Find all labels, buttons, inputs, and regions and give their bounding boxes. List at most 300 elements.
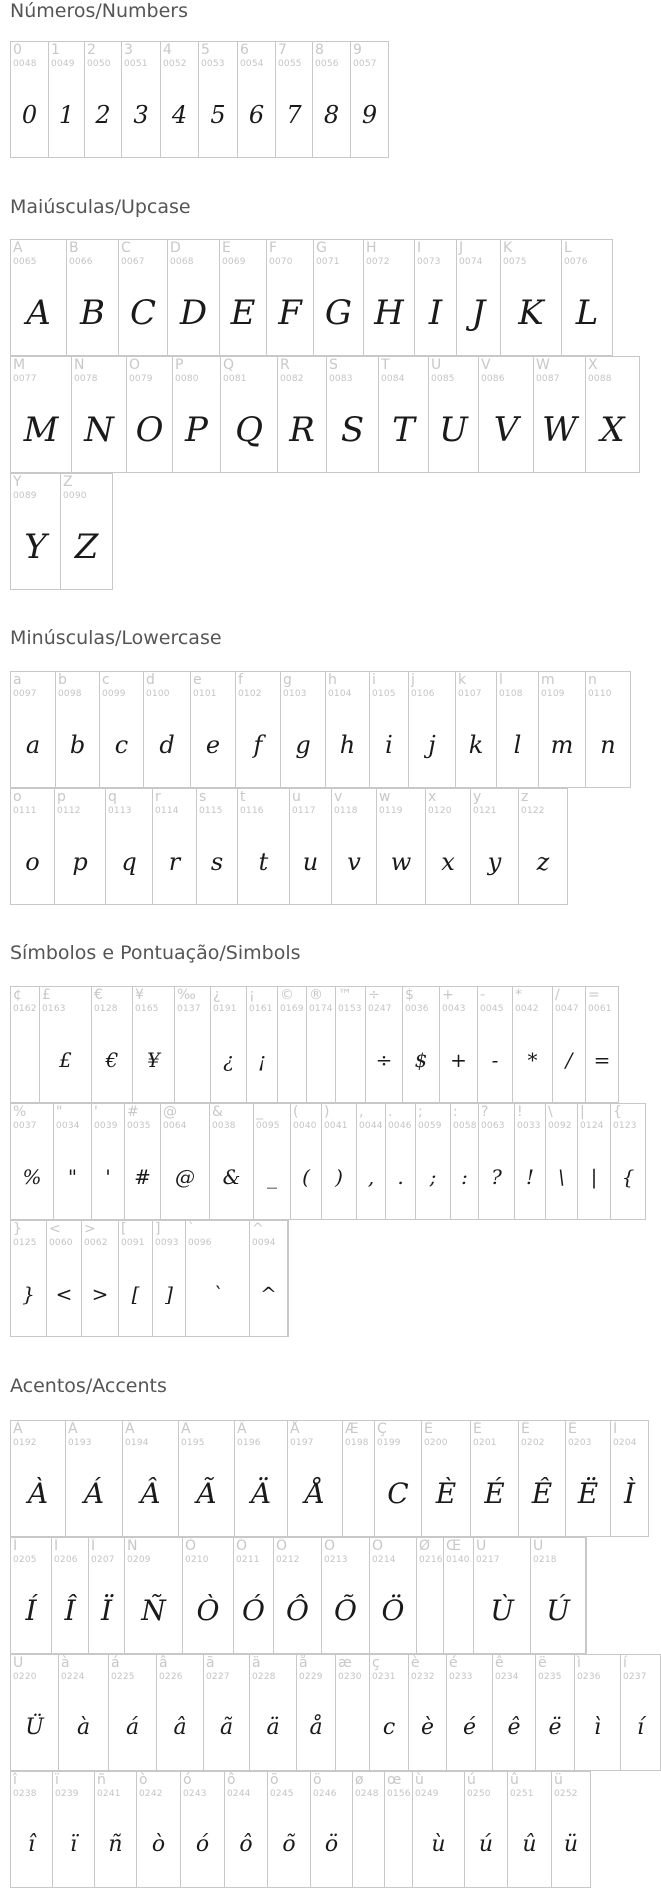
glyph-code-label: 0034	[56, 1121, 80, 1131]
glyph-cell	[321, 1103, 357, 1220]
glyph-code-label: 0226	[159, 1672, 183, 1682]
glyph-character-label: ,	[359, 1104, 364, 1120]
glyph-cell	[369, 1654, 409, 1771]
glyph-cell	[209, 1103, 254, 1220]
glyph-character-label: £	[42, 987, 51, 1003]
glyph-cell	[136, 1771, 181, 1888]
glyph-character-label: è	[411, 1655, 420, 1671]
glyph-sample: p	[72, 847, 88, 876]
glyph-cell	[439, 986, 478, 1103]
glyph-cell	[446, 1654, 493, 1771]
glyph-sample: Ê	[531, 1476, 553, 1510]
glyph-code-label: 0192	[13, 1438, 37, 1448]
glyph-cell	[234, 1420, 288, 1537]
glyph-character-label: 7	[278, 42, 287, 58]
glyph-character-label: R	[280, 357, 290, 373]
glyph-sample: Ò	[196, 1593, 220, 1627]
glyph-code-label: 0044	[359, 1121, 383, 1131]
glyph-character-label: 0	[13, 42, 22, 58]
glyph-cell	[313, 239, 364, 356]
glyph-character-label: ô	[227, 1772, 236, 1788]
glyph-code-label: 0106	[411, 689, 435, 699]
glyph-code-label: 0197	[290, 1438, 314, 1448]
glyph-cell	[48, 41, 85, 158]
glyph-code-label: 0137	[177, 1004, 201, 1014]
glyph-sample: Ó	[242, 1593, 265, 1627]
glyph-sample: î	[27, 1831, 36, 1857]
glyph-character-label: W	[536, 357, 550, 373]
glyph-sample: -	[491, 1047, 499, 1072]
glyph-character-label: }	[13, 1221, 22, 1237]
glyph-sample: #	[134, 1164, 151, 1189]
glyph-character-label: 5	[201, 42, 210, 58]
glyph-character-label: d	[146, 672, 155, 688]
glyph-code-label: 0068	[170, 257, 194, 267]
glyph-sample	[278, 1017, 306, 1102]
glyph-code-label: 0251	[510, 1789, 534, 1799]
glyph-sample: =	[593, 1047, 611, 1072]
glyph-character-label: {	[613, 1104, 622, 1120]
glyph-character-label: ;	[418, 1104, 423, 1120]
glyph-character-label: ^	[252, 1221, 264, 1237]
glyph-sample	[444, 1568, 473, 1653]
glyph-code-label: 0073	[417, 257, 441, 267]
glyph-cell	[325, 671, 370, 788]
glyph-sample: c	[114, 730, 129, 759]
glyph-character-label: G	[316, 240, 327, 256]
glyph-code-label: 0104	[328, 689, 352, 699]
glyph-code-label: 0115	[199, 806, 223, 816]
glyph-cell	[249, 1220, 288, 1337]
glyph-cell	[88, 1537, 125, 1654]
glyph-cell	[369, 671, 409, 788]
glyph-cell	[350, 41, 389, 158]
glyph-sample: 8	[323, 100, 340, 129]
glyph-code-label: 0153	[338, 1004, 362, 1014]
glyph-sample: È	[435, 1476, 457, 1510]
glyph-code-label: 0041	[324, 1121, 348, 1131]
glyph-character-label: ?	[481, 1104, 489, 1120]
glyph-sample: $	[414, 1047, 428, 1072]
glyph-sample: á	[125, 1714, 140, 1740]
glyph-code-label: 0232	[411, 1672, 435, 1682]
glyph-cell	[10, 1654, 59, 1771]
glyph-code-label: 0248	[355, 1789, 379, 1799]
glyph-cell	[530, 1537, 586, 1654]
glyph-code-label: 0058	[453, 1121, 477, 1131]
glyph-sample: é	[462, 1714, 477, 1740]
glyph-cell	[91, 986, 133, 1103]
glyph-character-label: É	[473, 1421, 482, 1437]
glyph-cell	[275, 41, 313, 158]
glyph-character-label: $	[405, 987, 414, 1003]
glyph-sample: 6	[248, 100, 265, 129]
glyph-code-label: 0089	[13, 491, 37, 501]
glyph-cell	[280, 671, 326, 788]
glyph-code-label: 0119	[379, 806, 403, 816]
glyph-code-label: 0233	[449, 1672, 473, 1682]
glyph-sample	[336, 1685, 369, 1770]
glyph-sample: Ì	[623, 1476, 636, 1510]
glyph-cell	[456, 239, 501, 356]
glyph-character-label: é	[449, 1655, 458, 1671]
glyph-code-label: 0036	[405, 1004, 429, 1014]
glyph-code-label: 0202	[521, 1438, 545, 1448]
glyph-sample: ¿	[223, 1047, 234, 1072]
glyph-character-label: 3	[124, 42, 133, 58]
glyph-character-label: >	[84, 1221, 96, 1237]
glyph-character-label: \	[548, 1104, 553, 1120]
glyph-character-label: a	[13, 672, 22, 688]
glyph-code-label: 0220	[13, 1672, 37, 1682]
glyph-code-label: 0217	[476, 1555, 500, 1565]
glyph-cell	[143, 671, 191, 788]
glyph-code-label: 0055	[278, 59, 302, 69]
glyph-sample: g	[295, 730, 311, 759]
glyph-sample: k	[468, 730, 484, 759]
glyph-code-label: 0229	[299, 1672, 323, 1682]
glyph-code-label: 0078	[74, 374, 98, 384]
glyph-sample: ^	[260, 1281, 277, 1306]
glyph-character-label: C	[121, 240, 131, 256]
glyph-sample: ü	[563, 1831, 579, 1857]
glyph-character-label: z	[521, 789, 529, 805]
glyph-character-label: D	[170, 240, 181, 256]
glyph-sample: y	[487, 847, 502, 876]
glyph-character-label: b	[58, 672, 67, 688]
section-heading-symbols: Símbolos e Pontuação/Simbols	[10, 942, 301, 964]
glyph-sample: Ü	[25, 1714, 44, 1740]
glyph-cell	[160, 41, 199, 158]
glyph-character-label: Ò	[185, 1538, 197, 1554]
glyph-character-label: m	[541, 672, 555, 688]
glyph-cell	[518, 788, 568, 905]
glyph-code-label: 0037	[13, 1121, 37, 1131]
glyph-sample: à	[76, 1714, 91, 1740]
glyph-character-label: Ë	[568, 1421, 577, 1437]
glyph-sample: N	[84, 409, 114, 450]
glyph-cell	[514, 1103, 546, 1220]
glyph-cell	[253, 1103, 291, 1220]
glyph-character-label: )	[324, 1104, 330, 1120]
glyph-character-label: _	[256, 1104, 263, 1120]
glyph-code-label: 0117	[292, 806, 316, 816]
glyph-code-label: 0059	[418, 1121, 442, 1131]
glyph-cell	[249, 1654, 297, 1771]
glyph-cell	[118, 239, 168, 356]
glyph-cell	[376, 788, 426, 905]
glyph-character-label: ¡	[249, 987, 255, 1003]
glyph-character-label: H	[366, 240, 377, 256]
glyph-character-label: ù	[415, 1772, 424, 1788]
glyph-sample: è	[420, 1714, 435, 1740]
glyph-sample: £	[59, 1047, 72, 1072]
glyph-cell	[408, 671, 456, 788]
glyph-cell	[277, 986, 307, 1103]
glyph-code-label: 0124	[580, 1121, 604, 1131]
glyph-code-label: 0195	[181, 1438, 205, 1448]
glyph-cell	[496, 671, 539, 788]
glyph-cell	[10, 239, 67, 356]
glyph-cell	[124, 1103, 161, 1220]
glyph-sample: L	[575, 292, 599, 333]
glyph-code-label: 0052	[163, 59, 187, 69]
glyph-code-label: 0066	[69, 257, 93, 267]
glyph-sample: ö	[324, 1831, 339, 1857]
glyph-sample: Ù	[490, 1593, 514, 1627]
glyph-code-label: 0242	[139, 1789, 163, 1799]
glyph-sample: ô	[239, 1831, 253, 1857]
glyph-character-label: ø	[355, 1772, 364, 1788]
glyph-sample: G	[324, 292, 353, 333]
glyph-character-label: `	[188, 1221, 195, 1237]
glyph-cell	[610, 1103, 646, 1220]
glyph-character-label: ‰	[177, 987, 196, 1003]
glyph-sample: ï	[69, 1831, 78, 1857]
section-heading-upcase: Maiúsculas/Upcase	[10, 196, 191, 218]
glyph-code-label: 0069	[222, 257, 246, 267]
glyph-code-label: 0087	[536, 374, 560, 384]
glyph-cell	[296, 1654, 336, 1771]
glyph-code-label: 0102	[238, 689, 262, 699]
glyph-sample: Õ	[334, 1593, 357, 1627]
glyph-cell	[428, 356, 479, 473]
glyph-character-label: F	[269, 240, 278, 256]
glyph-character-label: 6	[240, 42, 249, 58]
glyph-code-label: 0122	[521, 806, 545, 816]
glyph-code-label: 0091	[121, 1238, 145, 1248]
glyph-sample: Ë	[577, 1476, 599, 1510]
glyph-character-label: q	[108, 789, 117, 805]
glyph-code-label: 0204	[613, 1438, 637, 1448]
glyph-code-label: 0050	[87, 59, 111, 69]
glyph-character-label: !	[517, 1104, 523, 1120]
glyph-character-label: Ô	[276, 1538, 288, 1554]
glyph-cell	[287, 1420, 343, 1537]
glyph-cell	[94, 1771, 137, 1888]
glyph-sample: 2	[95, 100, 111, 129]
glyph-sample: Å	[304, 1476, 326, 1510]
glyph-sample: Ú	[546, 1593, 570, 1627]
glyph-cell	[500, 239, 562, 356]
glyph-code-label: 0169	[280, 1004, 304, 1014]
glyph-sample: â	[173, 1714, 187, 1740]
glyph-sample: Â	[140, 1476, 161, 1510]
glyph-cell	[342, 1420, 375, 1537]
glyph-cell	[384, 1771, 413, 1888]
glyph-sample: r	[168, 847, 181, 876]
glyph-sample: À	[27, 1476, 49, 1510]
glyph-character-label: ]	[155, 1221, 161, 1237]
glyph-character-label: œ	[387, 1772, 402, 1788]
glyph-sample: n	[600, 730, 616, 759]
glyph-sample: û	[522, 1831, 537, 1857]
glyph-code-label: 0092	[548, 1121, 572, 1131]
glyph-character-label: r	[155, 789, 161, 805]
glyph-cell	[84, 41, 122, 158]
glyph-sample: S	[340, 409, 365, 450]
glyph-cell	[473, 1537, 531, 1654]
glyph-cell	[561, 239, 613, 356]
glyph-code-label: 0194	[125, 1438, 149, 1448]
glyph-sample: z	[536, 847, 550, 876]
glyph-sample: €	[105, 1047, 119, 1072]
glyph-character-label: U	[431, 357, 442, 373]
glyph-code-label: 0118	[334, 806, 358, 816]
glyph-code-label: 0043	[442, 1004, 466, 1014]
glyph-character-label: Ñ	[127, 1538, 138, 1554]
glyph-code-label: 0201	[473, 1438, 497, 1448]
glyph-character-label: ¢	[13, 987, 22, 1003]
glyph-sample	[353, 1802, 384, 1887]
glyph-cell	[71, 356, 127, 473]
glyph-code-label: 0120	[428, 806, 452, 816]
glyph-code-label: 0061	[588, 1004, 612, 1014]
glyph-sample: ä	[266, 1714, 280, 1740]
glyph-code-label: 0193	[68, 1438, 92, 1448]
glyph-sample: x	[441, 847, 455, 876]
glyph-character-label: Ï	[91, 1538, 96, 1554]
glyph-sample: u	[302, 847, 319, 876]
glyph-sample: O	[135, 409, 164, 450]
glyph-sample: Z	[74, 526, 99, 567]
glyph-cell	[126, 356, 173, 473]
glyph-character-label: j	[411, 672, 415, 688]
glyph-cell	[132, 986, 175, 1103]
glyph-sample: '	[105, 1164, 111, 1189]
glyph-sample: Ö	[381, 1593, 405, 1627]
glyph-code-label: 0096	[188, 1238, 212, 1248]
section-heading-lowercase: Minúsculas/Lowercase	[10, 627, 222, 649]
glyph-sample: :	[461, 1164, 468, 1189]
glyph-sample: \	[558, 1164, 565, 1189]
glyph-sample: v	[347, 847, 361, 876]
glyph-sample: I	[428, 292, 443, 333]
glyph-character-label: Ó	[236, 1538, 248, 1554]
glyph-sample: õ	[282, 1831, 296, 1857]
glyph-code-label: 0039	[94, 1121, 118, 1131]
glyph-sample: _	[267, 1164, 277, 1189]
glyph-cell	[538, 671, 586, 788]
glyph-character-label: Y	[13, 474, 22, 490]
glyph-sample: J	[471, 292, 486, 333]
glyph-cell	[10, 671, 56, 788]
glyph-cell	[277, 356, 327, 473]
glyph-character-label: ó	[183, 1772, 192, 1788]
glyph-sample: ã	[219, 1714, 234, 1740]
glyph-cell	[450, 1103, 479, 1220]
glyph-code-label: 0071	[316, 257, 340, 267]
glyph-code-label: 0112	[57, 806, 81, 816]
glyph-sample: *	[527, 1047, 538, 1072]
glyph-code-label: 0203	[568, 1438, 592, 1448]
glyph-code-label: 0165	[135, 1004, 159, 1014]
glyph-character-label: ë	[538, 1655, 547, 1671]
glyph-sample	[385, 1802, 412, 1887]
glyph-cell	[10, 788, 55, 905]
glyph-character-label: w	[379, 789, 391, 805]
glyph-code-label: 0209	[127, 1555, 151, 1565]
glyph-character-label: #	[127, 1104, 139, 1120]
glyph-sample: C	[129, 292, 156, 333]
glyph-sample: ¥	[147, 1047, 160, 1072]
glyph-cell	[210, 986, 247, 1103]
glyph-character-label: f	[238, 672, 243, 688]
glyph-character-label: ©	[280, 987, 294, 1003]
glyph-cell	[220, 356, 278, 473]
glyph-character-label: ú	[467, 1772, 476, 1788]
glyph-code-label: 0111	[13, 806, 37, 816]
glyph-cell	[273, 1537, 322, 1654]
glyph-cell	[385, 1103, 416, 1220]
glyph-cell	[182, 1537, 234, 1654]
glyph-sample: ?	[491, 1164, 502, 1189]
glyph-code-label: 0156	[387, 1789, 411, 1799]
glyph-character-label: *	[515, 987, 522, 1003]
glyph-sample: W	[542, 409, 577, 450]
glyph-character-label: ã	[206, 1655, 215, 1671]
glyph-character-label: ¥	[135, 987, 144, 1003]
glyph-cell	[414, 239, 457, 356]
glyph-sample: w	[390, 847, 412, 876]
glyph-sample: 4	[171, 100, 188, 129]
glyph-code-label: 0075	[503, 257, 527, 267]
glyph-code-label: 0077	[13, 374, 37, 384]
glyph-code-label: 0247	[368, 1004, 392, 1014]
glyph-sample	[307, 1017, 335, 1102]
glyph-code-label: 0140	[446, 1555, 470, 1565]
glyph-cell	[512, 986, 553, 1103]
glyph-cell	[53, 1103, 92, 1220]
glyph-character-label: å	[299, 1655, 308, 1671]
glyph-code-label: 0234	[495, 1672, 519, 1682]
glyph-character-label: Å	[290, 1421, 300, 1437]
glyph-character-label: S	[329, 357, 338, 373]
glyph-sample: í	[636, 1714, 645, 1740]
glyph-character-label: ¿	[213, 987, 221, 1003]
glyph-code-label: 0054	[240, 59, 264, 69]
glyph-cell	[326, 356, 379, 473]
glyph-character-label: Í	[13, 1538, 18, 1554]
glyph-character-label: (	[293, 1104, 299, 1120]
glyph-cell	[335, 986, 366, 1103]
glyph-character-label: /	[555, 987, 560, 1003]
glyph-code-label: 0084	[381, 374, 405, 384]
glyph-sample: [	[131, 1281, 140, 1306]
glyph-cell	[219, 239, 267, 356]
glyph-code-label: 0100	[146, 689, 170, 699]
glyph-code-label: 0048	[13, 59, 37, 69]
glyph-character-label: Q	[223, 357, 235, 373]
glyph-code-label: 0235	[538, 1672, 562, 1682]
glyph-sample: f	[253, 730, 263, 759]
glyph-code-label: 0116	[240, 806, 264, 816]
glyph-cell	[352, 1771, 385, 1888]
glyph-character-label: Õ	[324, 1538, 336, 1554]
glyph-sample: +	[450, 1047, 467, 1072]
glyph-character-label: -	[480, 987, 486, 1003]
glyph-sample: X	[600, 409, 625, 450]
glyph-character-label: L	[564, 240, 572, 256]
glyph-sample: F	[278, 292, 302, 333]
glyph-cell	[91, 1103, 125, 1220]
glyph-sample: Ã	[196, 1476, 217, 1510]
glyph-sample: 5	[210, 100, 226, 129]
glyph-cell	[335, 1654, 370, 1771]
glyph-character-label: |	[580, 1104, 585, 1120]
glyph-sample: A	[26, 292, 51, 333]
glyph-cell	[185, 1220, 250, 1337]
